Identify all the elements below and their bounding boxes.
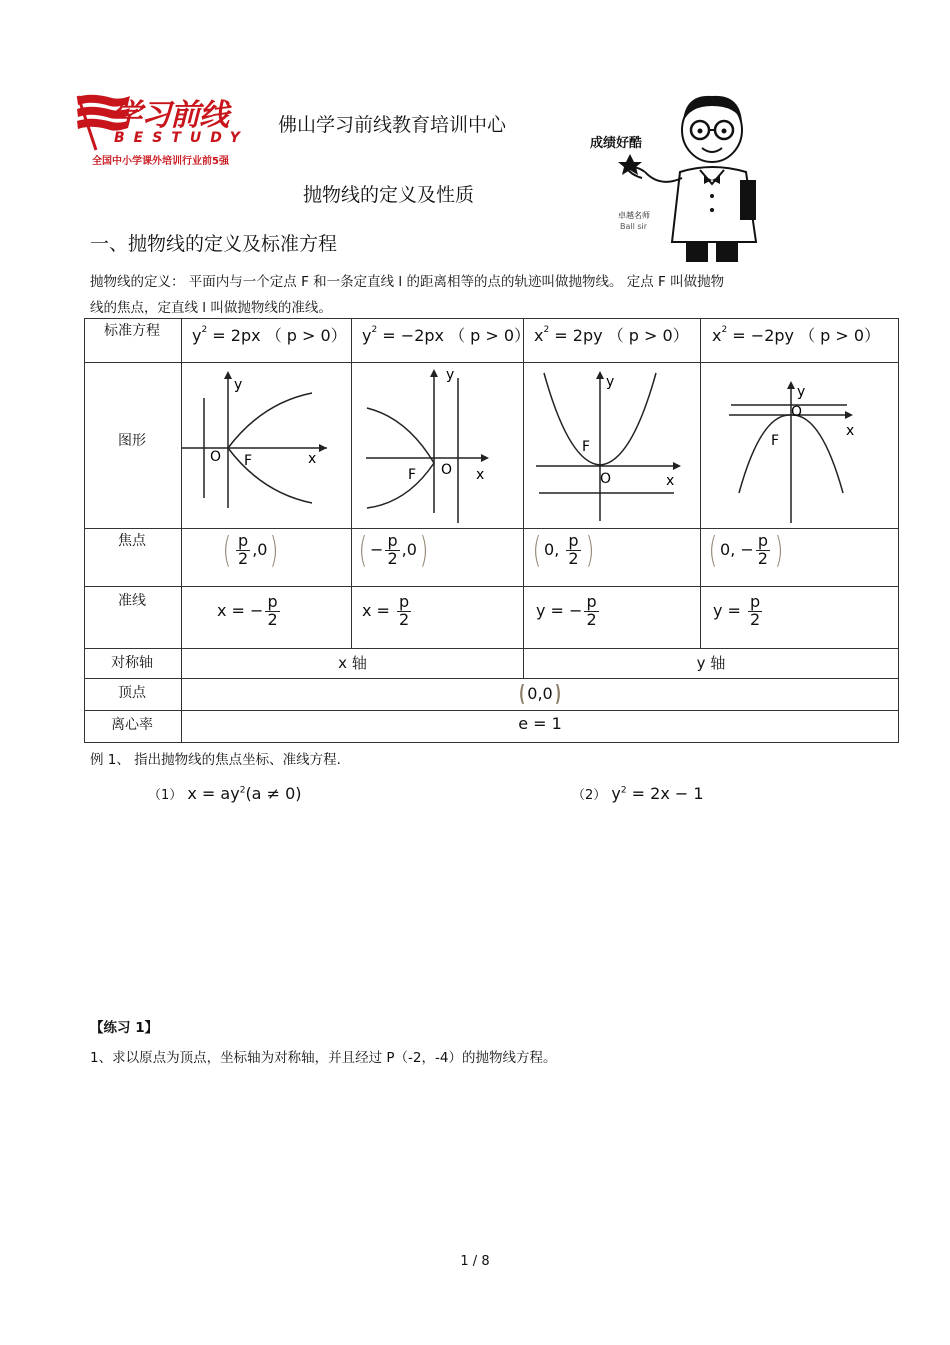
graph2-x-label: x (476, 467, 485, 483)
example-1-question-1: （1） $x = ay^2(a \ne 0)$ (148, 784, 302, 803)
definition-line-1: 抛物线的定义： 平面内与一个定点 F 和一条定直线 l 的距离相等的点的轨迹叫做抛物线。 定点 F 叫做抛物 (90, 274, 725, 290)
graph2-focus-label: F (408, 467, 417, 483)
definition-line-2: 线的焦点，定直线 l 叫做抛物线的准线。 (90, 300, 332, 316)
directrix-4: y = $\frac{p}{2}$ (713, 592, 761, 629)
vertex-value: ( 0,0) (519, 682, 561, 707)
axis-y-value: y 轴 (696, 654, 726, 672)
row-label-focus: 焦点 (118, 533, 146, 549)
graph4-y-label: y (797, 384, 806, 400)
row-label-equation: 标准方程 (104, 323, 160, 339)
graph3-origin-label: O (600, 471, 612, 487)
graph4-origin-label: O (791, 404, 803, 420)
page-number: 1 / 8 (460, 1254, 490, 1269)
graph2-y-label: y (446, 367, 455, 383)
document-title: 抛物线的定义及性质 (303, 184, 475, 206)
practice-question-1: 1、求以原点为顶点，坐标轴为对称轴，并且经过 P（-2，-4）的抛物线方程。 (90, 1050, 557, 1066)
practice-title: 【练习 1】 (90, 1020, 159, 1036)
focus-4: ( 0, − $\frac{p}{2}$ ) (708, 530, 784, 571)
row-label-graph: 图形 (118, 433, 146, 449)
graph1-focus-label: F (244, 453, 253, 469)
directrix-3: y = − $\frac{p}{2}$ (536, 592, 597, 629)
axis-x-value: x 轴 (338, 654, 367, 672)
graph3-y-label: y (606, 374, 615, 390)
graph-right-opening (182, 363, 351, 528)
row-label-directrix: 准线 (118, 593, 146, 609)
center-name: 佛山学习前线教育培训中心 (278, 114, 507, 136)
section-title: 一、抛物线的定义及标准方程 (90, 233, 338, 255)
graph3-focus-label: F (582, 439, 591, 455)
graph-down-opening (701, 363, 898, 528)
bestudy-logo (72, 90, 267, 170)
equation-2: $y^2 = -2px$ （ p > 0） (362, 325, 531, 345)
graph1-y-label: y (234, 377, 243, 393)
logo-en: BESTUDY (114, 130, 249, 146)
graph4-x-label: x (846, 423, 855, 439)
teacher-cartoon (590, 92, 770, 264)
focus-2: ( − $\frac{p}{2}$ ,0) (358, 530, 429, 571)
focus-3: ( 0, $\frac{p}{2}$ ) (532, 530, 594, 571)
graph-left-opening (352, 363, 523, 528)
logo-cn: 学习前线 (112, 98, 228, 133)
graph1-x-label: x (308, 451, 317, 467)
graph2-origin-label: O (441, 462, 453, 478)
equation-3: $x^2 = 2py$ （ p > 0） (534, 325, 689, 345)
graph4-focus-label: F (771, 433, 780, 449)
row-label-vertex: 顶点 (118, 685, 146, 701)
equation-4: $x^2 = -2py$ （ p > 0） (712, 325, 881, 345)
directrix-1: x = − $\frac{p}{2}$ (217, 592, 278, 629)
focus-1: ( $\frac{p}{2}$ ,0) (222, 530, 279, 571)
row-label-axis: 对称轴 (111, 655, 153, 671)
graph-up-opening (524, 363, 700, 528)
parabola-properties-table (84, 318, 899, 743)
teacher-illustration-icon (590, 92, 770, 264)
graph1-origin-label: O (210, 449, 222, 465)
logo-tagline: 全国中小学课外培训行业前5强 (92, 156, 229, 167)
example-1-label: 例 1、 指出抛物线的焦点坐标、准线方程. (90, 752, 341, 768)
eccentricity-value: e = 1 (518, 714, 562, 733)
directrix-2: x = $\frac{p}{2}$ (362, 592, 410, 629)
example-1-question-2: （2） $y^2 = 2x - 1$ (572, 784, 704, 803)
graph3-x-label: x (666, 473, 675, 489)
cartoon-name-en: Ball sir (620, 222, 648, 231)
cartoon-bubble: 成绩好酷 (590, 136, 643, 151)
row-label-eccentricity: 离心率 (111, 717, 153, 733)
cartoon-name: 卓越名师 (618, 211, 650, 220)
equation-1: $y^2 = 2px$ （ p > 0） (192, 325, 347, 345)
